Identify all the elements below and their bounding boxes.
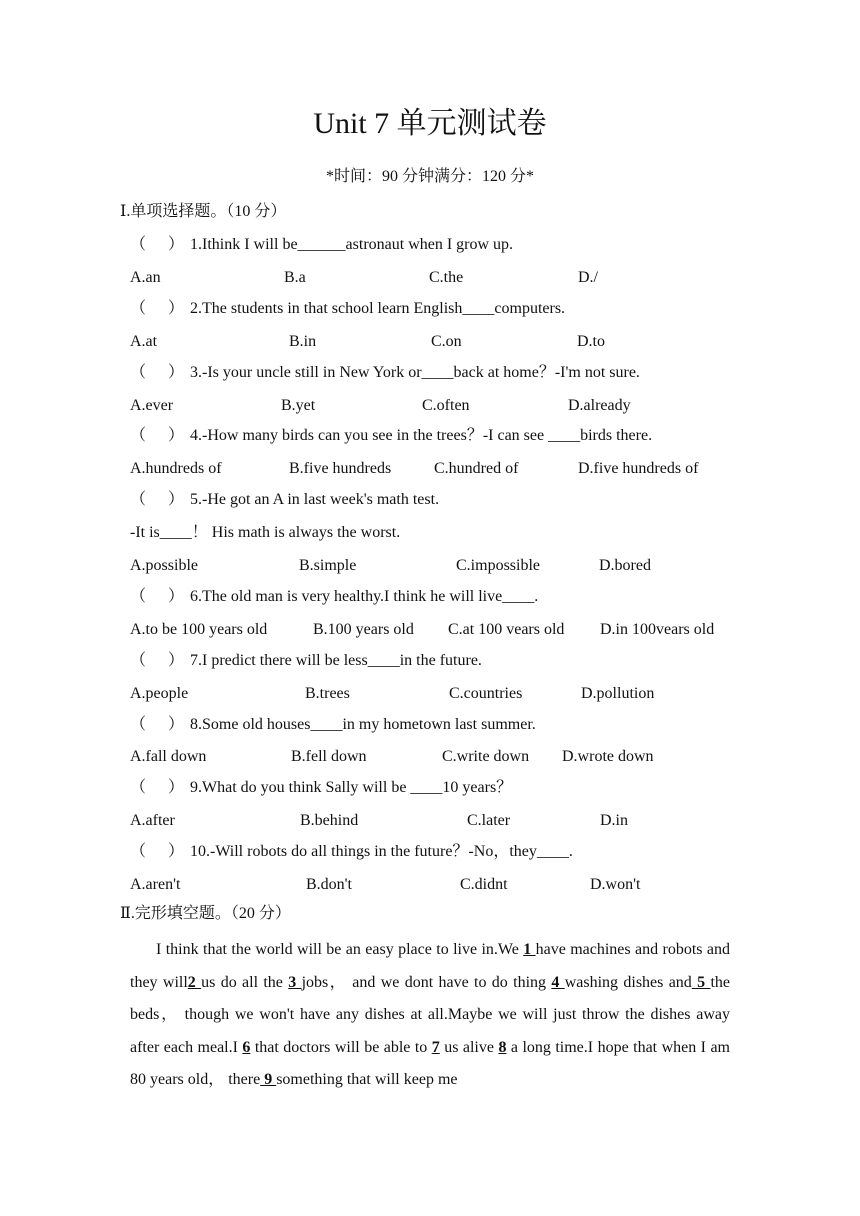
options-8 xyxy=(130,746,730,768)
question-10 xyxy=(130,841,573,863)
option-d[interactable]: D.pollution xyxy=(581,684,655,702)
options-1 xyxy=(130,267,730,289)
question-text: 5.-He got an A in last week's math test. xyxy=(190,491,440,509)
option-c[interactable]: C.the xyxy=(429,268,464,286)
paren-close: ） xyxy=(168,843,185,861)
option-b[interactable]: B.100 years old xyxy=(313,620,414,638)
option-d[interactable]: D.in 100vears old xyxy=(600,620,715,638)
option-c[interactable]: C.countries xyxy=(449,684,523,702)
blank-number[interactable]: 9 xyxy=(260,1071,277,1088)
passage-text: have machines and robots and they will xyxy=(130,941,731,991)
paren-open: （ xyxy=(130,779,147,797)
option-a[interactable]: A.at xyxy=(130,332,158,350)
option-d[interactable]: D.bored xyxy=(599,557,651,574)
option-a[interactable]: A.an xyxy=(130,268,161,286)
answer-blank[interactable] xyxy=(130,425,190,447)
options-2 xyxy=(130,331,730,353)
option-a[interactable]: A.possible xyxy=(130,557,198,574)
option-b[interactable]: B.don't xyxy=(306,876,352,893)
section-heading-2: Ⅱ.完形填空题。（20 分） xyxy=(120,905,291,922)
answer-blank[interactable] xyxy=(130,841,190,863)
paren-open: （ xyxy=(130,843,147,861)
option-c[interactable]: C.write down xyxy=(442,748,530,766)
page-title: Unit 7 单元测试卷 xyxy=(313,107,547,140)
option-a[interactable]: A.after xyxy=(130,812,175,830)
paren-open: （ xyxy=(130,651,147,669)
question-3 xyxy=(130,362,640,384)
question-text: 4.-How many birds can you see in the trees？-I can see ____birds there. xyxy=(190,427,653,445)
question-5-line2: -It is____！ His math is always the worst. xyxy=(130,524,401,542)
answer-blank[interactable] xyxy=(130,714,190,736)
blank-number[interactable]: 3 xyxy=(288,973,302,991)
question-1 xyxy=(130,234,513,256)
option-d[interactable]: D.five hundreds of xyxy=(578,460,699,478)
option-b[interactable]: B.a xyxy=(284,268,306,286)
option-b[interactable]: B.fell down xyxy=(291,748,367,766)
answer-blank[interactable] xyxy=(130,362,190,384)
options-6 xyxy=(130,619,730,641)
blank-number[interactable]: 8 xyxy=(498,1038,507,1056)
paren-open: （ xyxy=(130,587,147,605)
question-text: 7.I predict there will be less____in the future. xyxy=(190,651,482,669)
option-b[interactable]: B.five hundreds xyxy=(289,460,392,478)
passage-text: that doctors will be able to xyxy=(250,1038,432,1056)
paren-open: （ xyxy=(130,236,147,253)
option-a[interactable]: A.people xyxy=(130,684,189,702)
options-7 xyxy=(130,683,730,705)
question-2 xyxy=(130,298,565,320)
question-text: 10.-Will robots do all things in the future？-No，they____. xyxy=(190,843,573,861)
section-heading-1: Ⅰ.单项选择题。（10 分） xyxy=(120,203,287,220)
blank-number[interactable]: 7 xyxy=(431,1038,440,1056)
paren-close: ） xyxy=(168,491,185,509)
question-text: 6.The old man is very healthy.I think he will live____. xyxy=(190,587,539,605)
paren-open: （ xyxy=(130,299,147,317)
option-b[interactable]: B.behind xyxy=(300,812,359,830)
options-9 xyxy=(130,810,730,832)
answer-blank[interactable] xyxy=(130,234,190,256)
paren-close: ） xyxy=(168,651,185,669)
option-b[interactable]: B.in xyxy=(289,332,317,350)
passage-text: I think that the world will be an easy place to live in.We xyxy=(156,941,524,958)
answer-blank[interactable] xyxy=(130,489,190,511)
blank-number[interactable]: 5 xyxy=(691,973,711,991)
option-c[interactable]: C.later xyxy=(467,812,511,830)
paren-open: （ xyxy=(130,491,147,509)
passage-text: us alive xyxy=(439,1038,499,1056)
passage-text: something that will keep me xyxy=(276,1071,458,1088)
passage-text: the beds， though we won't have any dishes at all.Maybe we will just throw the dishes away after each meal.I xyxy=(130,973,731,1056)
option-d[interactable]: D.wrote down xyxy=(562,748,654,766)
option-d[interactable]: D.to xyxy=(577,332,605,350)
option-b[interactable]: B.trees xyxy=(305,684,350,702)
passage-text: a long time.I hope that when I am 80 years old， there xyxy=(130,1038,730,1088)
paren-close: ） xyxy=(168,587,185,605)
paren-close: ） xyxy=(168,715,185,733)
option-a[interactable]: A.aren't xyxy=(130,876,181,893)
passage-text: jobs， and we dont have to do thing xyxy=(301,973,552,991)
question-text: 8.Some old houses____in my hometown last summer. xyxy=(190,715,536,733)
option-c[interactable]: C.didnt xyxy=(460,876,508,893)
option-b[interactable]: B.yet xyxy=(281,396,316,414)
option-a[interactable]: A.fall down xyxy=(130,748,207,766)
option-d[interactable]: D.in xyxy=(600,812,628,830)
option-d[interactable]: D.won't xyxy=(590,876,641,893)
question-6 xyxy=(130,586,538,608)
question-9 xyxy=(130,777,512,799)
options-3 xyxy=(130,395,730,417)
answer-blank[interactable] xyxy=(130,298,190,320)
answer-blank[interactable] xyxy=(130,586,190,608)
question-7 xyxy=(130,650,482,672)
options-10 xyxy=(130,874,730,896)
paren-open: （ xyxy=(130,363,147,381)
paren-close: ） xyxy=(168,236,185,253)
question-4 xyxy=(130,425,652,447)
options-4 xyxy=(130,458,730,480)
question-text: 2.The students in that school learn English____computers. xyxy=(190,299,566,317)
paren-open: （ xyxy=(130,427,147,445)
option-d[interactable]: D./ xyxy=(578,268,598,286)
paren-close: ） xyxy=(168,427,185,445)
blank-number[interactable]: 1 xyxy=(523,941,536,958)
answer-blank[interactable] xyxy=(130,650,190,672)
answer-blank[interactable] xyxy=(130,777,190,799)
passage-text: us do all the xyxy=(201,973,289,991)
option-c[interactable]: C.often xyxy=(422,396,470,414)
paren-close: ） xyxy=(168,363,185,381)
question-text: 3.-Is your uncle still in New York or____back at home？-I'm not sure. xyxy=(190,363,640,381)
paren-close: ） xyxy=(168,299,185,317)
question-5 xyxy=(130,489,439,511)
option-d[interactable]: D.already xyxy=(568,396,631,414)
passage-text: washing dishes and xyxy=(564,973,692,991)
option-c[interactable]: C.on xyxy=(431,332,462,350)
question-8 xyxy=(130,714,536,736)
option-c[interactable]: C.at 100 vears old xyxy=(448,620,565,638)
blank-number[interactable]: 4 xyxy=(551,973,565,991)
question-text: 1.Ithink I will be______astronaut when I grow up. xyxy=(190,236,514,253)
option-c[interactable]: C.hundred of xyxy=(434,460,519,478)
blank-number[interactable]: 2 xyxy=(187,973,202,991)
option-c[interactable]: C.impossible xyxy=(456,557,541,574)
option-a[interactable]: A.ever xyxy=(130,396,174,414)
question-text: 9.What do you think Sally will be ____10 years？ xyxy=(190,779,513,797)
options-5 xyxy=(130,555,730,577)
option-a[interactable]: A.hundreds of xyxy=(130,460,222,478)
option-b[interactable]: B.simple xyxy=(299,557,357,574)
paren-close: ） xyxy=(168,779,185,797)
exam-info: *时间：90 分钟满分：120 分* xyxy=(325,168,534,185)
cloze-passage xyxy=(130,934,730,1097)
option-a[interactable]: A.to be 100 years old xyxy=(130,620,268,638)
paren-open: （ xyxy=(130,715,147,733)
blank-number[interactable]: 6 xyxy=(242,1038,251,1056)
